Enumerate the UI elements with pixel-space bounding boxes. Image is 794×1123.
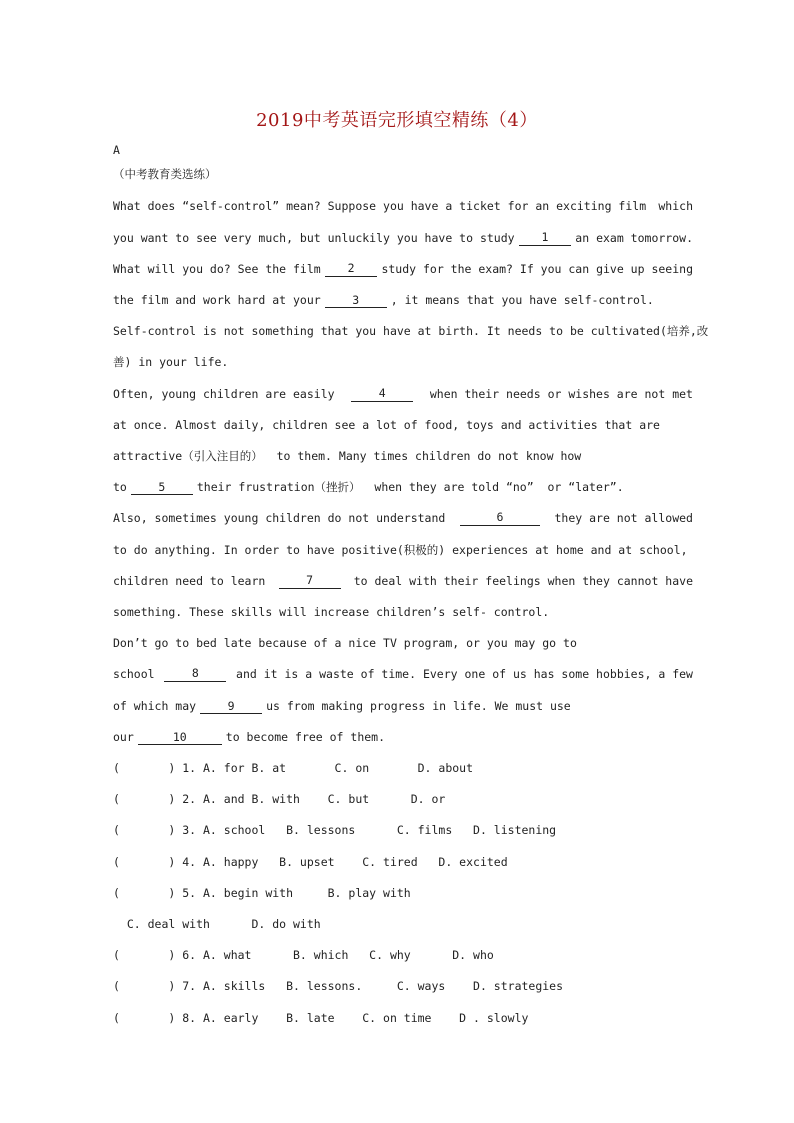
section-label: A	[113, 143, 120, 157]
option-row-2[interactable]: ( ) 2. A. and B. with C. but D. or	[113, 792, 446, 806]
blank-9[interactable]: 9	[200, 699, 262, 714]
passage-line: to do anything. In order to have positive(积极的) experiences at home and at school,	[113, 543, 688, 557]
source-note: （中考教育类选练）	[113, 167, 217, 181]
blank-6[interactable]: 6	[460, 510, 540, 526]
passage-line: our 10 to become free of them.	[113, 730, 386, 744]
passage-line: 善) in your life.	[113, 355, 229, 369]
passage-line: children need to learn 7 to deal with their feelings when they cannot have	[113, 573, 693, 588]
blank-5[interactable]: 5	[131, 480, 193, 495]
passage-line: Self-control is not something that you have at birth. It needs to be cultivated(培养,改	[113, 324, 709, 338]
passage-line: at once. Almost daily, children see a lot of food, toys and activities that are	[113, 418, 660, 432]
option-row-3[interactable]: ( ) 3. A. school B. lessons C. films D. listening	[113, 823, 557, 837]
blank-8[interactable]: 8	[164, 666, 226, 682]
option-row-5[interactable]: ( ) 5. A. begin with B. play with	[113, 886, 411, 900]
passage-line: school 8 and it is a waste of time. Every one of us has some hobbies, a few	[113, 666, 693, 681]
passage-line: Also, sometimes young children do not understand 6 they are not allowed	[113, 510, 693, 525]
passage-line: Often, young children are easily 4 when their needs or wishes are not met	[113, 386, 693, 401]
passage-line: Don’t go to bed late because of a nice TV program, or you may go to	[113, 636, 577, 650]
blank-3[interactable]: 3	[325, 293, 387, 308]
blank-1[interactable]: 1	[519, 230, 572, 246]
option-row-5-continued[interactable]: C. deal with D. do with	[113, 917, 321, 931]
blank-2[interactable]: 2	[325, 261, 378, 277]
blank-7[interactable]: 7	[279, 573, 341, 589]
passage-line: What does “self-control” mean? Suppose you have a ticket for an exciting film which	[113, 199, 693, 213]
option-row-8[interactable]: ( ) 8. A. early B. late C. on time D . slowly	[113, 1011, 529, 1025]
option-row-1[interactable]: ( ) 1. A. for B. at C. on D. about	[113, 761, 474, 775]
option-row-7[interactable]: ( ) 7. A. skills B. lessons. C. ways D. strategies	[113, 979, 564, 993]
passage-line: something. These skills will increase children’s self- control.	[113, 605, 550, 619]
blank-10[interactable]: 10	[138, 730, 222, 745]
passage-line: attractive（引入注目的） to them. Many times children do not know how	[113, 449, 582, 463]
passage-line: of which may 9 us from making progress in life. We must use	[113, 699, 571, 713]
page-title: 2019中考英语完形填空精练（4）	[256, 110, 538, 131]
blank-4[interactable]: 4	[351, 386, 413, 402]
passage-line: to 5 their frustration（挫折） when they are told “no” or “later”.	[113, 480, 624, 494]
passage-line: you want to see very much, but unluckily you have to study 1 an exam tomorrow.	[113, 230, 693, 245]
option-row-6[interactable]: ( ) 6. A. what B. which C. why D. who	[113, 948, 494, 962]
passage-line: What will you do? See the film 2 study for the exam? If you can give up seeing	[113, 261, 693, 276]
option-row-4[interactable]: ( ) 4. A. happy B. upset C. tired D. excited	[113, 855, 508, 869]
passage-line: the film and work hard at your 3 , it means that you have self-control.	[113, 293, 654, 307]
